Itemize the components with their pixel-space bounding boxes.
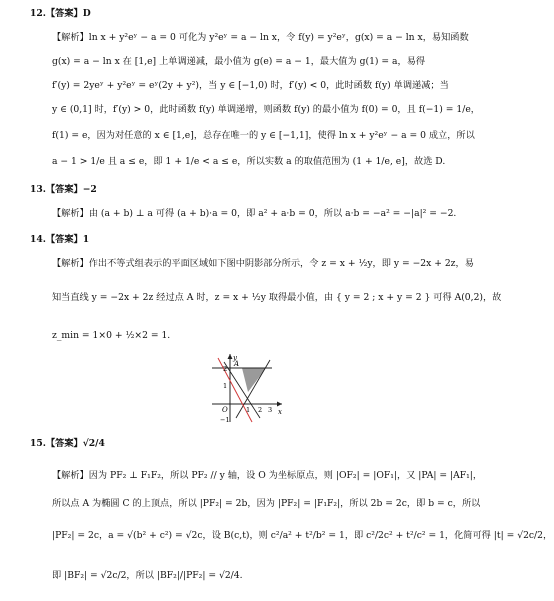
q12-line-3: f′(y) = 2yeʸ + y²eʸ = eʸ(2y + y²)，当 y ∈ [−1,0) 时，f′(y) < 0，此时函数 f(y) 单调递减；当 — [52, 80, 449, 91]
tick-label-y-neg1: −1 — [220, 416, 230, 424]
q13-heading: 13.【答案】−2 — [30, 184, 97, 195]
point-a-label: A — [234, 360, 240, 368]
feasible-region-figure — [206, 352, 286, 426]
tick-label-x3: 3 — [268, 406, 273, 414]
q13-line-1: 【解析】由 (a + b) ⊥ a 可得 (a + b)·a = 0，即 a² + a·b = 0，所以 a·b = −a² = −|a|² = −2. — [52, 208, 457, 219]
q12-line-5: f(1) = e，因为对任意的 x ∈ [1,e]，总存在唯一的 y ∈ [−1,1]，使得 ln x + y²eʸ − a = 0 成立，所以 — [52, 130, 475, 141]
q15-line-1: 【解析】因为 PF₂ ⊥ F₁F₂，所以 PF₂ // y 轴，设 O 为坐标原点，则 |OF₂| = |OF₁|，又 |PA| = |AF₁|， — [52, 470, 483, 481]
q14-line-2: 知当直线 y = −2x + 2z 经过点 A 时，z = x + ½y 取得最小值，由 { y = 2 ; x + y = 2 } 可得 A(0,2)，故 — [52, 292, 502, 303]
q15-line-3: |PF₂| = 2c，a = √(b² + c²) = √2c，设 B(c,t)，则 c²/a² + t²/b² = 1，即 c²/2c² + t²/c² = 1，化简可得 |t| = √2c/2， — [52, 530, 553, 541]
q15-heading: 15.【答案】√2/4 — [30, 438, 105, 449]
tick-label-y1: 1 — [223, 382, 228, 390]
shaded-region — [242, 368, 266, 392]
q12-line-2: g(x) = a − ln x 在 [1,e] 上单调递减，最小值为 g(e) = a − 1，最大值为 g(1) = a，易得 — [52, 56, 426, 67]
q12-line-1: 【解析】ln x + y²eʸ − a = 0 可化为 y²eʸ = a − ln x，令 f(y) = y²eʸ，g(x) = a − ln x，易知函数 — [52, 32, 469, 43]
feasible-region-svg — [206, 352, 286, 426]
tick-label-x2: 2 — [258, 406, 263, 414]
q12-heading: 12.【答案】D — [30, 8, 91, 19]
tick-label-x1: 1 — [246, 406, 251, 414]
q14-line-3: z_min = 1×0 + ½×2 = 1. — [52, 330, 171, 341]
y-axis-label: y — [233, 354, 237, 362]
q15-line-4: 即 |BF₂| = √2c/2，所以 |BF₂|/|PF₂| = √2/4. — [52, 570, 243, 581]
q14-heading: 14.【答案】1 — [30, 234, 90, 245]
q15-line-2: 所以点 A 为椭圆 C 的上顶点，所以 |PF₂| = 2b，因为 |PF₂| = |F₁F₂|，所以 2b = 2c，即 b = c，所以 — [52, 498, 481, 509]
q12-line-4: y ∈ (0,1] 时，f′(y) > 0，此时函数 f(y) 单调递增，则函数 f(y) 的最小值为 f(0) = 0，且 f(−1) = 1/e， — [52, 104, 480, 115]
x-axis-label: x — [278, 408, 282, 416]
y-axis-arrow — [228, 354, 233, 359]
tick-label-y2: 2 — [223, 365, 228, 373]
q14-line-1: 【解析】作出不等式组表示的平面区域如下图中阴影部分所示，令 z = x + ½y，即 y = −2x + 2z，易 — [52, 258, 474, 269]
q12-line-6: a − 1 > 1/e 且 a ≤ e，即 1 + 1/e < a ≤ e，所以实数 a 的取值范围为 (1 + 1/e, e]，故选 D. — [52, 156, 446, 167]
origin-label: O — [222, 406, 228, 414]
x-axis-arrow — [277, 402, 282, 407]
